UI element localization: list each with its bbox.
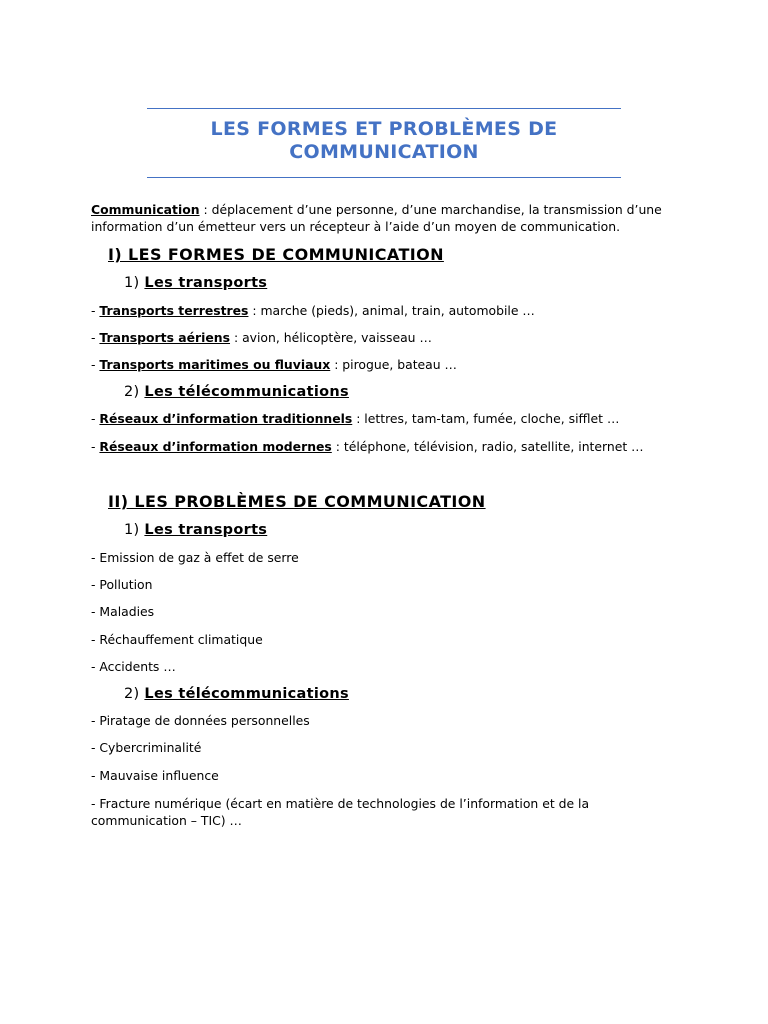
definition-paragraph [91,201,671,235]
list-item: - Pollution [91,577,153,592]
list-item: - Piratage de données personnelles [91,713,310,728]
list-item: - Transports aériens : avion, hélicoptère, vaisseau … [91,330,432,345]
sub-label: Les télécommunications [144,686,349,702]
sub-number: 2) [124,384,145,400]
title-line-2: COMMUNICATION [289,141,479,163]
sub-label: Les transports [144,275,268,291]
sub-label: Les télécommunications [144,384,349,400]
list-item: - Emission de gaz à effet de serre [91,550,299,565]
list-item: - Mauvaise influence [91,768,219,783]
document-title [147,118,621,164]
section-1-sub-1-heading [124,273,267,293]
list-item: - Accidents … [91,659,176,674]
section-1-sub-2-heading [124,382,349,402]
title-line-1: LES FORMES ET PROBLÈMES DE [210,118,558,140]
list-item: - Maladies [91,604,155,619]
item-key: Transports maritimes ou fluviaux [99,357,331,372]
list-item: - Fracture numérique (écart en matière de technologies de l’information et de la communication – TIC) … [91,796,590,828]
section-2-heading: II) LES PROBLÈMES DE COMMUNICATION [108,492,486,511]
list-item: - Réseaux d’information traditionnels : lettres, tam-tam, fumée, cloche, sifflet … [91,411,620,426]
sub-number: 1) [124,522,145,538]
sub-label: Les transports [144,522,268,538]
item-key: Réseaux d’information modernes [99,439,332,454]
definition-text: : déplacement d’une personne, d’une marchandise, la transmission d’une information d’un émetteur vers un récepteur à l’aide d’un moyen de communication. [91,202,662,234]
list-item: - Cybercriminalité [91,740,202,755]
list-item: - Réchauffement climatique [91,632,263,647]
sub-number: 1) [124,275,145,291]
list-item: - Transports maritimes ou fluviaux : pirogue, bateau … [91,357,457,372]
item-key: Transports aériens [99,330,231,345]
list-item: - Transports terrestres : marche (pieds), animal, train, automobile … [91,303,535,318]
section-2-sub-1-heading [124,520,267,540]
title-bottom-rule [147,177,621,178]
section-1-heading: I) LES FORMES DE COMMUNICATION [108,245,444,264]
definition-term: Communication [91,202,200,217]
list-item: - Réseaux d’information modernes : téléphone, télévision, radio, satellite, internet … [91,439,644,454]
item-key: Transports terrestres [99,303,249,318]
item-key: Réseaux d’information traditionnels [99,411,353,426]
section-2-sub-2-heading [124,684,349,704]
title-top-rule [147,108,621,109]
sub-number: 2) [124,686,145,702]
